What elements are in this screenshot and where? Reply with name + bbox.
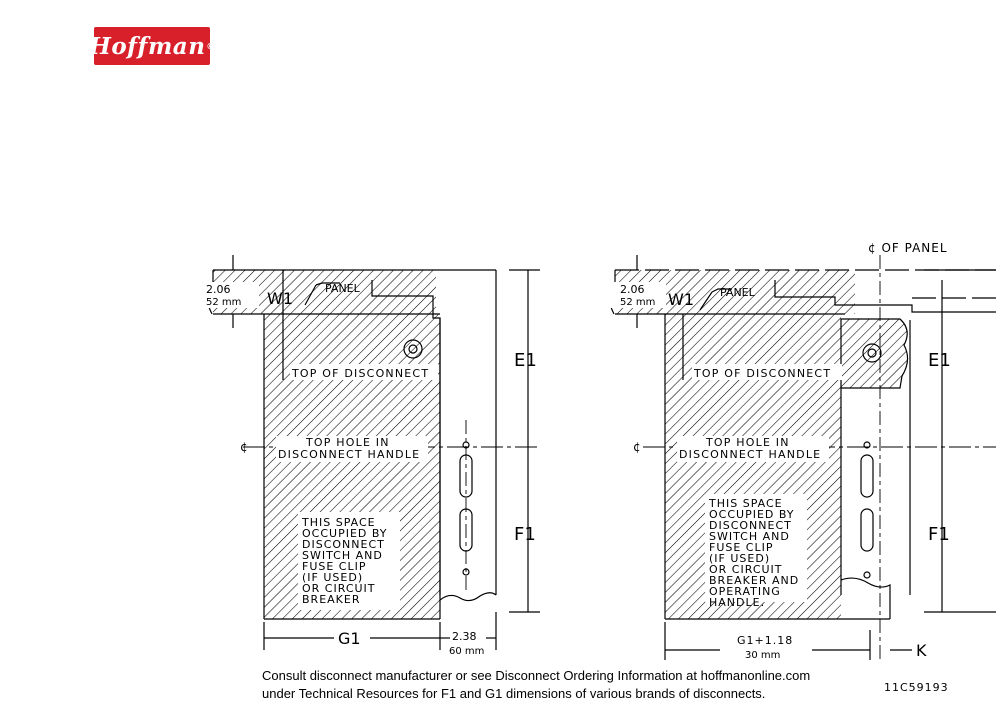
left-e1-label: E1 [514, 350, 537, 371]
right-note-line: (IF USED) [709, 552, 771, 565]
right-e1-label: E1 [928, 350, 951, 371]
right-thickness-in: 2.06 [620, 283, 645, 296]
right-top-of-disconnect: TOP OF DISCONNECT [694, 367, 832, 380]
right-note-line: SWITCH AND [709, 530, 790, 543]
right-g1-expr: G1+1.18 [737, 634, 794, 647]
left-note-line: THIS SPACE [302, 516, 376, 529]
left-g1-label: G1 [338, 629, 361, 648]
caption-line1: Consult disconnect manufacturer or see Disconnect Ordering Information at hoffmanonline.com [262, 668, 811, 683]
left-offset-in: 2.38 [452, 630, 477, 643]
left-note-line: BREAKER [302, 593, 361, 606]
left-thickness-in: 2.06 [206, 283, 231, 296]
registered-mark: ® [206, 41, 215, 51]
left-note-line: (IF USED) [302, 571, 364, 584]
left-centerline-symbol: ¢ [240, 440, 248, 454]
left-panel-label: PANEL [325, 282, 360, 295]
left-top-of-disconnect: TOP OF DISCONNECT [292, 367, 430, 380]
left-top-hole-line2: DISCONNECT HANDLE [278, 448, 421, 461]
left-f1-label: F1 [514, 524, 536, 545]
right-note-line: DISCONNECT [709, 519, 792, 532]
left-note-line: OR CIRCUIT [302, 582, 376, 595]
left-note-line: SWITCH AND [302, 549, 383, 562]
logo-text: Hoffman [89, 32, 206, 60]
right-panel-label: PANEL [720, 286, 755, 299]
right-f1-label: F1 [928, 524, 950, 545]
right-g1-mm: 30 mm [745, 650, 781, 661]
right-note-line: OR CIRCUIT [709, 563, 783, 576]
left-thickness-mm: 52 mm [206, 297, 242, 308]
caption [262, 667, 862, 703]
left-note-line: DISCONNECT [302, 538, 385, 551]
right-note-line: OPERATING [709, 585, 781, 598]
caption-line2: under Technical Resources for F1 and G1 dimensions of various brands of disconnects. [262, 686, 766, 701]
right-centerline-symbol: ¢ [633, 440, 641, 454]
right-note-line: FUSE CLIP [709, 541, 774, 554]
right-w1-label: W1 [668, 290, 694, 309]
left-w1-label: W1 [267, 289, 293, 308]
right-k-label: K [916, 641, 927, 660]
right-note-line: BREAKER AND [709, 574, 800, 587]
right-note-line: THIS SPACE [709, 497, 783, 510]
right-note-line: HANDLE. [709, 596, 766, 609]
drawing-number: 11C59193 [884, 681, 949, 694]
right-note-line: OCCUPIED BY [709, 508, 795, 521]
right-cl-of-panel: ¢ OF PANEL [868, 241, 948, 255]
left-note-line: FUSE CLIP [302, 560, 367, 573]
left-offset-mm: 60 mm [449, 646, 485, 657]
right-top-hole-line2: DISCONNECT HANDLE [679, 448, 822, 461]
left-note-line: OCCUPIED BY [302, 527, 388, 540]
left-top-hole-line1: TOP HOLE IN [306, 436, 390, 449]
right-thickness-mm: 52 mm [620, 297, 656, 308]
left-space-note [301, 516, 388, 606]
right-top-hole-line1: TOP HOLE IN [706, 436, 790, 449]
